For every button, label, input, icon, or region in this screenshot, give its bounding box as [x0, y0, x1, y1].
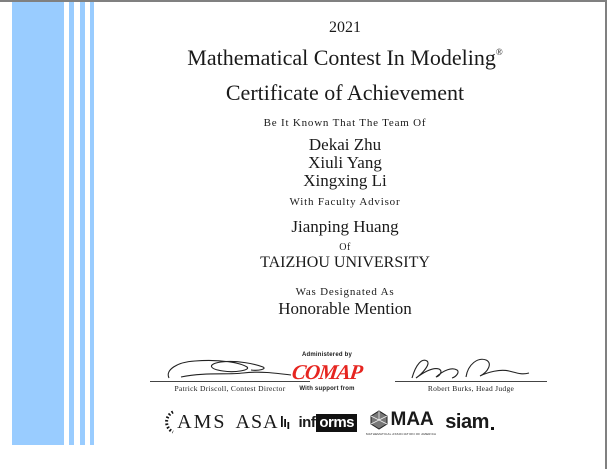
maa-logo [366, 409, 436, 436]
head-judge-caption: Robert Burks, Head Judge [427, 384, 515, 393]
contest-year: 2021 [329, 19, 361, 36]
left-stripe-thin-1 [69, 2, 74, 445]
siam-label: siam [445, 410, 489, 433]
maa-polyhedron-icon [369, 410, 389, 430]
head-judge-signature-line [395, 381, 547, 382]
contest-director-signature-line [150, 381, 310, 382]
comap-block [287, 352, 367, 392]
contest-director-signature-icon [163, 354, 298, 384]
certificate-subtitle: Certificate of Achievement [225, 80, 465, 105]
informs-prefix: inf [298, 413, 316, 431]
advisor-name: Jianping Huang [291, 217, 399, 236]
ams-logo [161, 410, 226, 434]
siam-dot [491, 427, 494, 430]
head-judge-signature-block [395, 352, 547, 393]
administered-by-label: Administered by [301, 352, 352, 358]
maa-caption: MATHEMATICAL ASSOCIATION OF AMERICA [366, 431, 437, 436]
certificate-content [95, 2, 595, 469]
team-member-3: Xingxing Li [303, 171, 387, 190]
ams-label: AMS [177, 410, 227, 433]
asa-logo [236, 411, 290, 434]
team-intro-label: Be It Known That The Team Of [263, 117, 427, 129]
maa-label: MAA [390, 408, 434, 430]
left-stripe-thin-2 [80, 2, 85, 445]
ams-arc-icon [161, 410, 175, 434]
comap-logo: COMAP [290, 360, 364, 384]
sponsor-logo-row [95, 405, 560, 439]
contest-director-signature-block [150, 354, 310, 393]
informs-box: orms [316, 414, 357, 432]
contest-director-caption: Patrick Driscoll, Contest Director [174, 384, 286, 393]
asa-bars-icon [281, 414, 290, 430]
contest-title-text: Mathematical Contest In Modeling [187, 45, 496, 70]
informs-logo [299, 414, 358, 431]
team-member-2: Xiuli Yang [308, 153, 382, 172]
institution-name: TAIZHOU UNIVERSITY [260, 254, 430, 271]
left-stripe-wide [12, 2, 64, 445]
team-member-1: Dekai Zhu [308, 135, 382, 154]
siam-logo [445, 411, 494, 434]
contest-title [95, 45, 595, 71]
left-stripe-thin-3 [90, 2, 94, 445]
of-label: Of [339, 242, 351, 253]
designation-name: Honorable Mention [278, 299, 412, 318]
registered-mark: ® [495, 47, 503, 57]
support-from-label: With support from [299, 386, 355, 393]
designation-intro-label: Was Designated As [295, 286, 395, 298]
head-judge-signature-icon [406, 352, 536, 384]
asa-label: ASA [235, 410, 279, 433]
advisor-intro-label: With Faculty Advisor [289, 196, 401, 208]
